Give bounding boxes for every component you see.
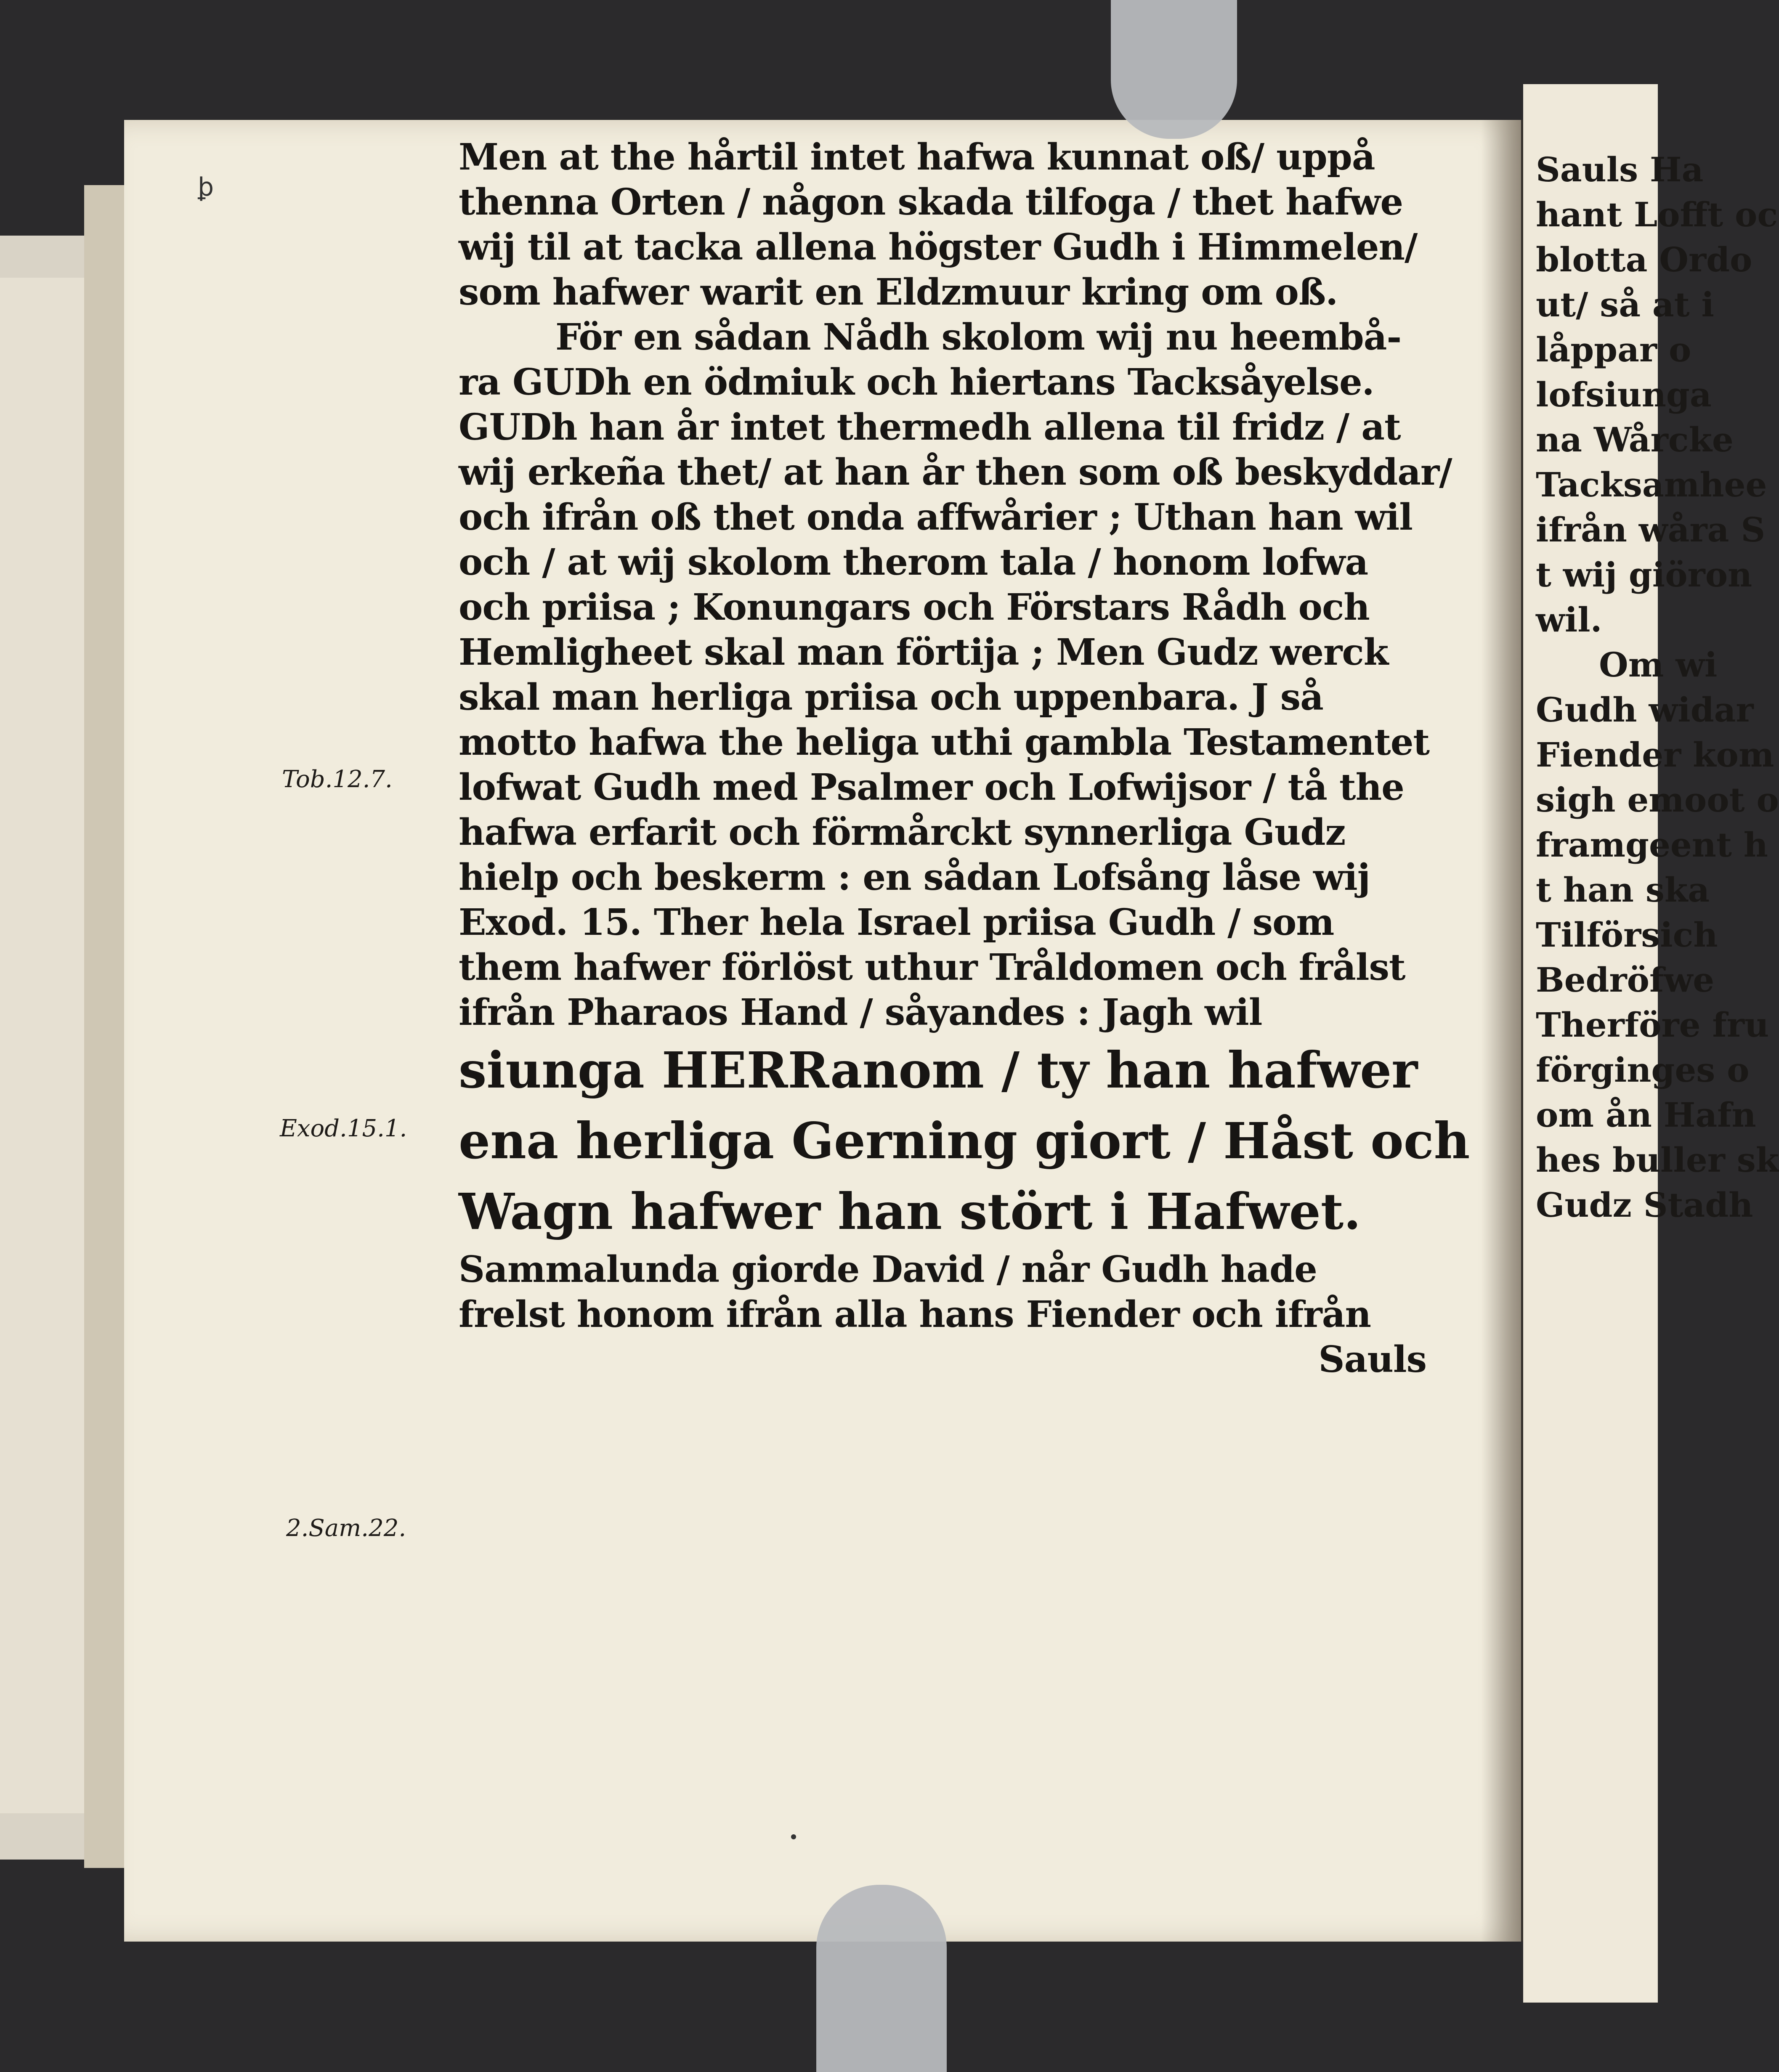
- text-line: Sammalunda giorde David / når Gudh hade: [459, 1248, 1317, 1291]
- right-page-line: Gudz Stadh: [1536, 1185, 1753, 1225]
- text-line: För en sådan Nådh skolom wij nu heembå-: [555, 316, 1402, 358]
- right-page-line: låppar o: [1536, 330, 1691, 369]
- text-line: hielp och beskerm : en sådan Lofsång låse wij: [459, 856, 1370, 899]
- right-page-line: na Wårcke: [1536, 420, 1734, 459]
- quotation-line: siunga HERRanom / ty han hafwer: [459, 1041, 1418, 1099]
- text-line: thenna Orten / någon skada tilfoga / thet hafwe: [459, 181, 1403, 223]
- right-page-line: Sauls Ha: [1536, 150, 1704, 189]
- text-line: hafwa erfarit och förmårckt synnerliga Gudz: [459, 811, 1346, 854]
- right-page-line: ut/ så at i: [1536, 285, 1714, 324]
- text-line: wij til at tacka allena högster Gudh i Himmelen/: [459, 226, 1418, 268]
- right-page-line: wil.: [1536, 600, 1602, 639]
- right-page-text: [1536, 147, 1779, 1228]
- text-line: Exod. 15. Ther hela Israel priisa Gudh / som: [459, 901, 1334, 944]
- text-line: och priisa ; Konungars och Förstars Rådh och: [459, 586, 1370, 629]
- text-line: lofwat Gudh med Psalmer och Lofwijsor / tå the: [459, 766, 1404, 809]
- text-line: them hafwer förlöst uthur Tråldomen och frålst: [459, 946, 1405, 989]
- margin-note-tob: Tob.12.7.: [282, 766, 393, 793]
- page-clip-top: [1111, 0, 1237, 139]
- right-page-line: blotta Ordo: [1536, 240, 1752, 279]
- right-page-line: t wij giöron: [1536, 555, 1752, 594]
- right-page-line: hant Lofft oc: [1536, 195, 1778, 234]
- text-line: som hafwer warit en Eldzmuur kring om oß.: [459, 271, 1338, 313]
- text-line: ifrån Pharaos Hand / såyandes : Jagh wil: [459, 991, 1262, 1034]
- page-corner-mark: ꝧ: [198, 172, 214, 202]
- right-page-line: ifrån wåra S: [1536, 510, 1766, 549]
- text-line: frelst honom ifrån alla hans Fiender och ifrån: [459, 1293, 1371, 1336]
- right-page-line: sigh emoot o: [1536, 780, 1779, 820]
- right-page-line: hes buller sk: [1536, 1140, 1779, 1180]
- text-line: motto hafwa the heliga uthi gambla Testamentet: [459, 721, 1430, 764]
- text-line: Hemligheet skal man förtija ; Men Gudz werck: [459, 631, 1389, 674]
- right-page-line: lofsiunga: [1536, 375, 1712, 414]
- ink-speck: [791, 1834, 796, 1839]
- margin-note-exod: Exod.15.1.: [280, 1115, 407, 1142]
- right-page-line: Gudh widar: [1536, 690, 1754, 730]
- text-line: skal man herliga priisa och uppenbara. J så: [459, 676, 1323, 719]
- right-page-line: Tacksamhee: [1536, 465, 1767, 504]
- text-line: ra GUDh en ödmiuk och hiertans Tacksåyelse.: [459, 361, 1374, 403]
- text-line: och ifrån oß thet onda affwårier ; Uthan han wil: [459, 496, 1413, 539]
- right-page-line: Tilförsich: [1536, 915, 1718, 955]
- text-line: och / at wij skolom therom tala / honom lofwa: [459, 541, 1368, 584]
- right-page-line: förginges o: [1536, 1050, 1750, 1090]
- text-line: wij erkeña thet/ at han år then som oß beskyddar/: [459, 451, 1452, 493]
- right-page-line: Fiender kom: [1536, 735, 1774, 775]
- main-text-block: [459, 135, 1470, 1382]
- catchword: Sauls: [1318, 1338, 1426, 1381]
- quotation-line: Wagn hafwer han stört i Hafwet.: [459, 1182, 1361, 1241]
- right-page-line: Om wi: [1599, 645, 1718, 684]
- text-line: GUDh han år intet thermedh allena til fridz / at: [459, 406, 1401, 448]
- right-page-line: om ån Hafn: [1536, 1095, 1756, 1135]
- right-page-line: framgeent h: [1536, 825, 1768, 865]
- text-line: Men at the hårtil intet hafwa kunnat oß/ uppå: [459, 136, 1375, 178]
- right-page: [1523, 84, 1779, 2003]
- right-page-line: t han ska: [1536, 870, 1710, 910]
- quotation-line: ena herliga Gerning giort / Håst och: [459, 1112, 1470, 1170]
- right-page-line: Therföre fru: [1536, 1005, 1769, 1045]
- gutter-shadow: [1481, 120, 1523, 1942]
- right-page-line: Bedröfwe: [1536, 960, 1715, 1000]
- margin-note-sam: 2.Sam.22.: [286, 1515, 406, 1542]
- page-clip-bottom: [816, 1885, 947, 2072]
